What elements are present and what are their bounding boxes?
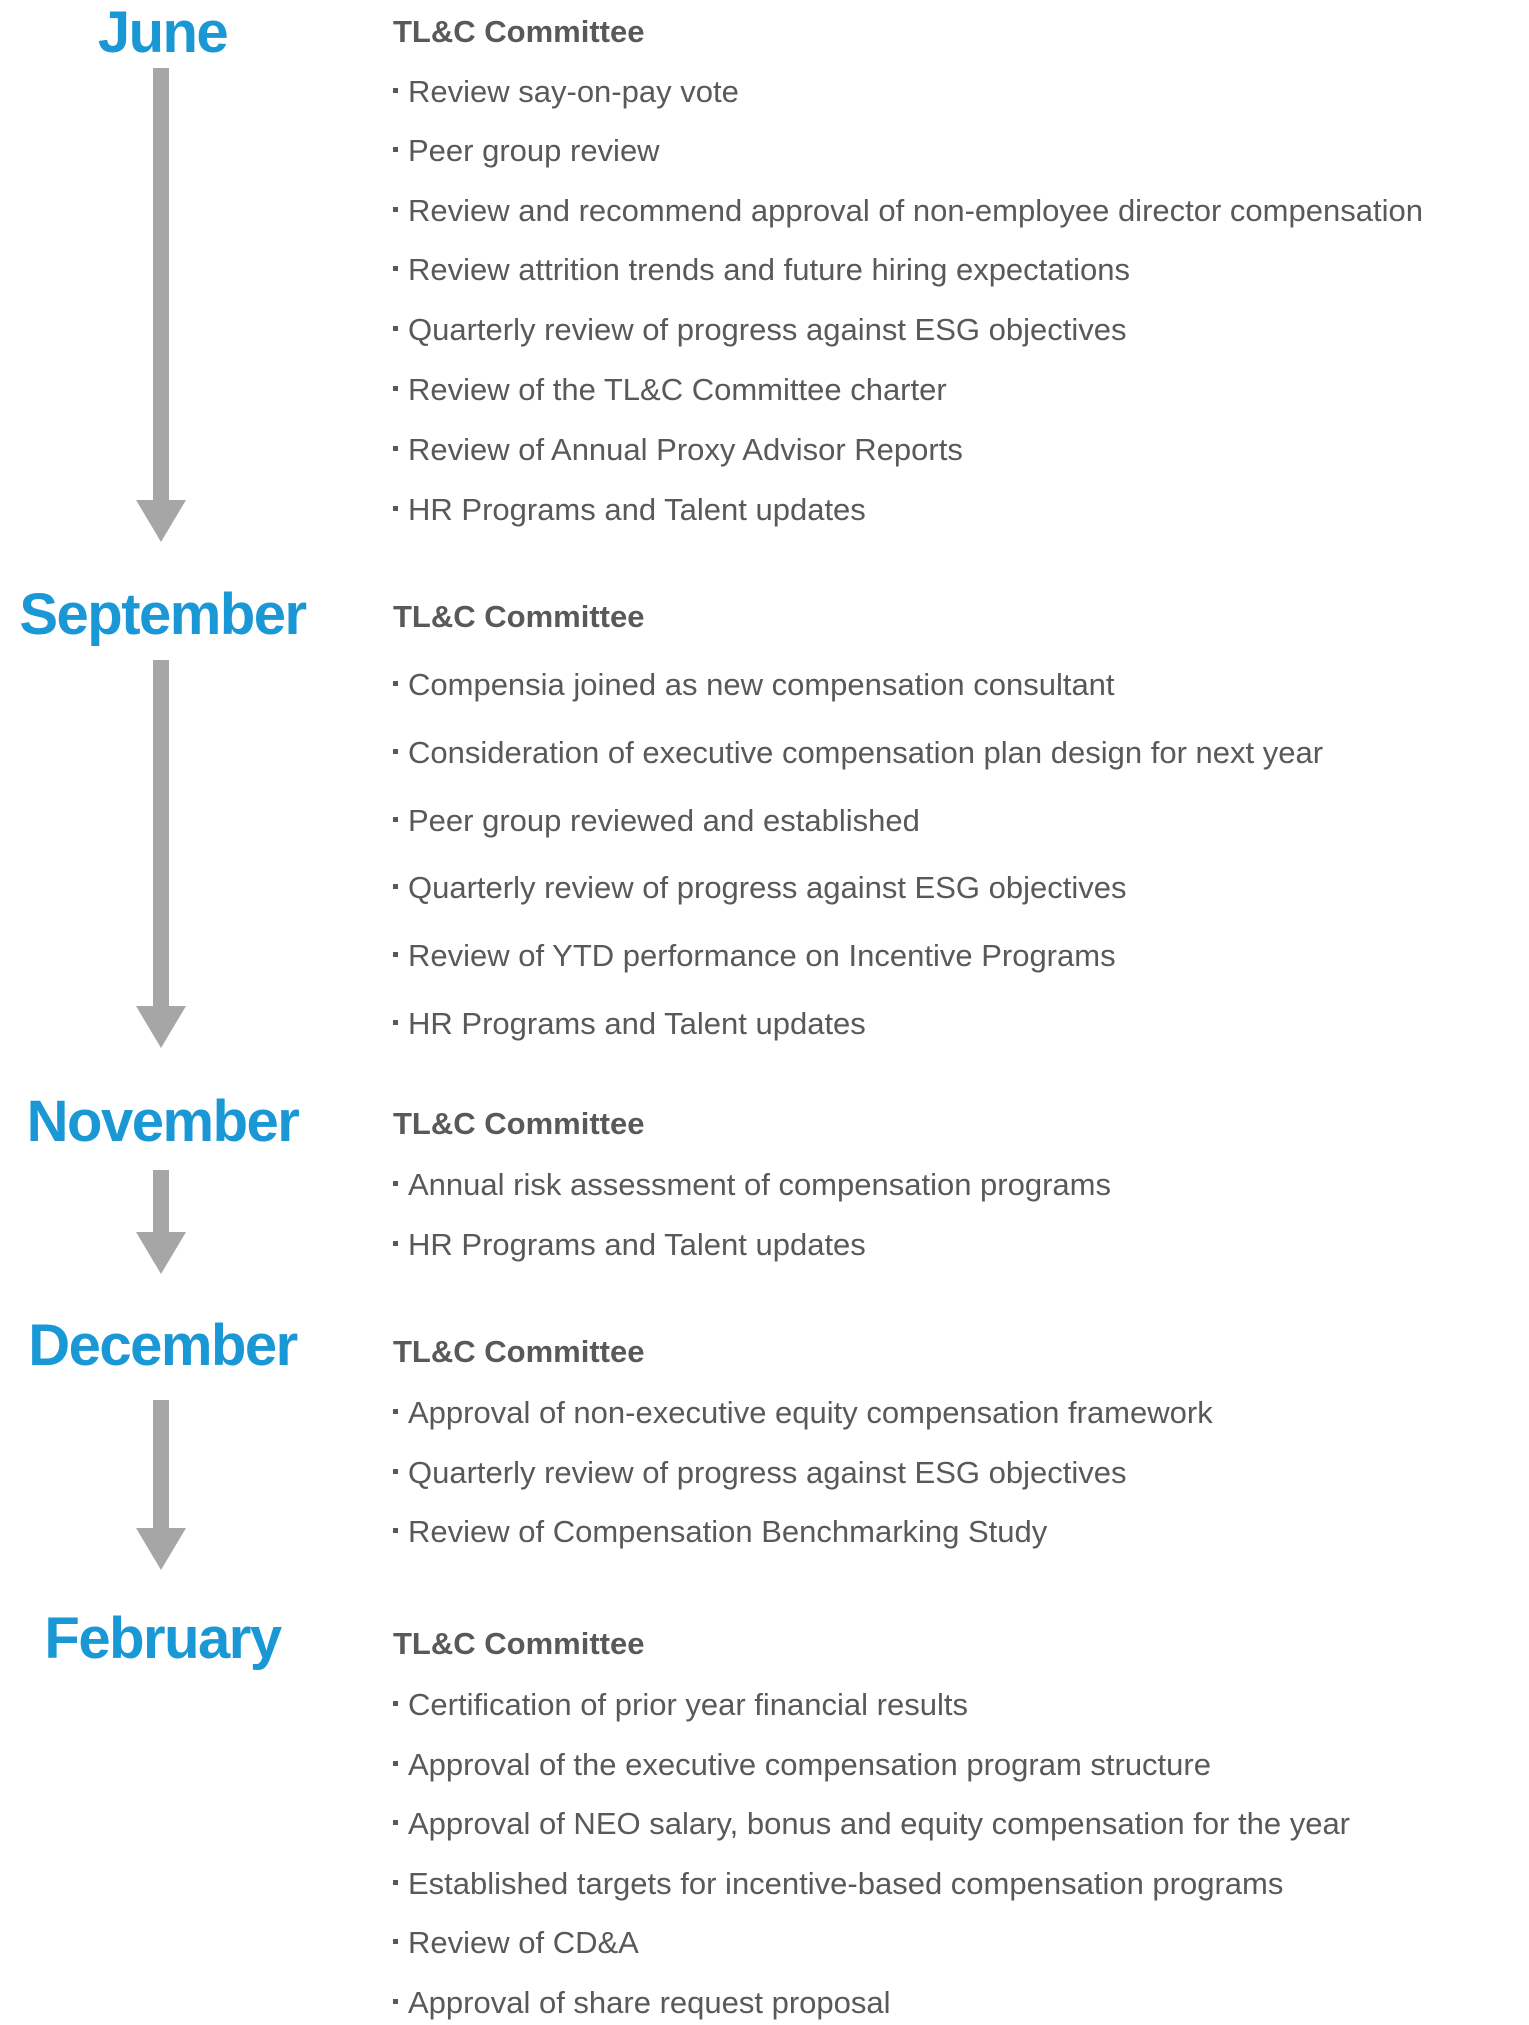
committee-heading: TL&C Committee bbox=[393, 1106, 645, 1141]
month-label: February bbox=[44, 1606, 281, 1671]
list-item: Review and recommend approval of non-employee director compensation bbox=[393, 195, 1423, 226]
list-item: Quarterly review of progress against ESG objectives bbox=[393, 1457, 1126, 1488]
list-item: Quarterly review of progress against ESG objectives bbox=[393, 872, 1126, 903]
list-item: HR Programs and Talent updates bbox=[393, 494, 866, 525]
list-item: Review of Annual Proxy Advisor Reports bbox=[393, 434, 963, 465]
list-item: Quarterly review of progress against ESG objectives bbox=[393, 314, 1126, 345]
month-label: June bbox=[97, 0, 228, 65]
down-arrow bbox=[150, 1170, 172, 1274]
month-label: November bbox=[26, 1089, 299, 1154]
list-item: Consideration of executive compensation plan design for next year bbox=[393, 737, 1323, 768]
down-arrow bbox=[150, 1400, 172, 1570]
committee-heading: TL&C Committee bbox=[393, 14, 645, 49]
list-item: Review attrition trends and future hiring expectations bbox=[393, 254, 1130, 285]
list-item: Compensia joined as new compensation consultant bbox=[393, 669, 1115, 700]
list-item: HR Programs and Talent updates bbox=[393, 1008, 866, 1039]
committee-heading: TL&C Committee bbox=[393, 1626, 645, 1661]
list-item: Approval of the executive compensation program structure bbox=[393, 1749, 1211, 1780]
month-label: September bbox=[19, 582, 306, 647]
list-item: Peer group review bbox=[393, 135, 660, 166]
committee-heading: TL&C Committee bbox=[393, 599, 645, 634]
list-item: Review of CD&A bbox=[393, 1927, 639, 1958]
committee-heading: TL&C Committee bbox=[393, 1334, 645, 1369]
list-item: HR Programs and Talent updates bbox=[393, 1229, 866, 1260]
list-item: Established targets for incentive-based compensation programs bbox=[393, 1868, 1283, 1899]
list-item: Peer group reviewed and established bbox=[393, 805, 920, 836]
list-item: Approval of NEO salary, bonus and equity compensation for the year bbox=[393, 1808, 1350, 1839]
list-item: Review of Compensation Benchmarking Study bbox=[393, 1516, 1047, 1547]
down-arrow bbox=[150, 660, 172, 1046]
month-label: December bbox=[28, 1313, 297, 1378]
list-item: Annual risk assessment of compensation programs bbox=[393, 1169, 1111, 1200]
list-item: Certification of prior year financial results bbox=[393, 1689, 968, 1720]
list-item: Review say-on-pay vote bbox=[393, 76, 739, 107]
list-item: Review of YTD performance on Incentive Programs bbox=[393, 940, 1116, 971]
down-arrow bbox=[150, 68, 172, 542]
list-item: Review of the TL&C Committee charter bbox=[393, 374, 947, 405]
list-item: Approval of non-executive equity compensation framework bbox=[393, 1397, 1213, 1428]
list-item: Approval of share request proposal bbox=[393, 1987, 891, 2018]
